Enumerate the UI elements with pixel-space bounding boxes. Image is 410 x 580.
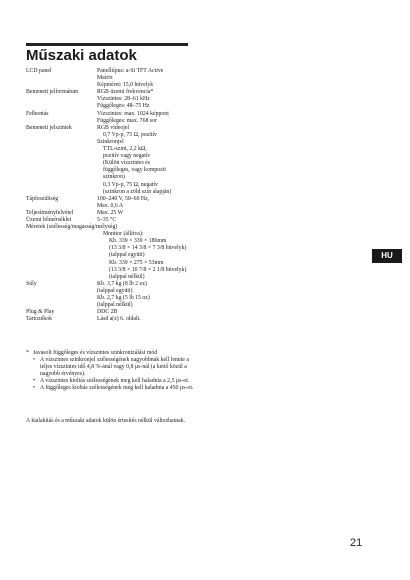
spec-value-line: Vízszintes: max. 1024 képpont xyxy=(97,110,169,117)
spec-label: Teljesítményfelvétel xyxy=(26,209,74,216)
spec-row xyxy=(26,316,201,323)
spec-value-line: TTL-szint, 2,2 kΩ, xyxy=(103,146,147,153)
spec-label: Bemeneti jelszintek xyxy=(26,124,72,131)
spec-label: Méretek (szélesség/magasság/mélység) xyxy=(26,224,118,231)
spec-value-line: RGB üzemi frekvencia* xyxy=(97,89,154,96)
page-title: Műszaki adatok xyxy=(26,47,137,64)
spec-value-line: függőleges, vagy kompozit xyxy=(103,167,166,174)
spec-value-line: Max. 25 W xyxy=(97,209,124,216)
spec-value-line: pozitív vagy negatív xyxy=(103,153,151,160)
spec-value-line: 0,7 Vp-p, 75 Ω, pozitív xyxy=(103,131,157,138)
footnote-marker: * xyxy=(26,350,29,356)
spec-value xyxy=(97,196,201,210)
spec-value-line: Képméret: 15,0 hüvelyk xyxy=(97,82,154,89)
title-rule xyxy=(26,43,188,46)
spec-value-line: Függőleges: 48–75 Hz xyxy=(97,103,150,110)
spec-value xyxy=(97,217,201,224)
spec-label: Tápfeszültség xyxy=(26,195,59,202)
spec-label: Súly xyxy=(26,280,37,287)
spec-value-line: DDC 2B xyxy=(97,309,118,316)
spec-value-line: (talppal együtt) xyxy=(109,252,145,259)
bullet-icon: • xyxy=(33,385,36,392)
spec-row xyxy=(26,89,201,110)
footnote-bullet xyxy=(26,385,201,392)
spec-value-line: Kb. 339 × 275 × 53mm xyxy=(109,259,164,266)
disclaimer: A kialakítás és a műszaki adatok külön értesítés nélkül változhatnak. xyxy=(26,418,186,424)
spec-table xyxy=(26,68,201,323)
spec-row xyxy=(26,68,201,89)
spec-value-line: Panelltípus: a-Si TFT Active xyxy=(97,68,164,74)
spec-value xyxy=(97,210,201,217)
spec-label: Tartozékok xyxy=(26,316,52,323)
footnote-bullet-text: A vízszintes kioltás szélességének meg kell haladnia a 2,5 µs-ot. xyxy=(40,378,190,385)
spec-value-line: Szinkronjel xyxy=(97,138,124,145)
footnote xyxy=(26,350,201,393)
spec-value-line: Matrix xyxy=(97,75,113,82)
spec-label: LCD panel xyxy=(26,68,52,74)
spec-row xyxy=(26,281,201,309)
spec-row xyxy=(26,111,201,125)
spec-label: Üzemi hőmérséklet xyxy=(26,216,72,223)
spec-value xyxy=(97,316,201,323)
spec-value xyxy=(97,89,201,110)
footnote-text: Javasolt függőleges és vízszintes szinkronizálási mód xyxy=(33,350,158,356)
spec-value xyxy=(97,281,201,309)
spec-value xyxy=(97,125,201,196)
spec-row xyxy=(26,125,201,196)
spec-label: Plug & Play xyxy=(26,309,55,316)
spec-value-line: Kb. 339 × 339 × 186mm xyxy=(109,238,167,245)
spec-value-line: (talppal együtt) xyxy=(97,287,133,294)
bullet-icon: • xyxy=(33,378,36,385)
spec-row xyxy=(26,196,201,210)
spec-value-line: 5–35 °C xyxy=(97,216,117,223)
spec-value-line: (13 3/8 × 14 3/8 × 7 3/8 hüvelyk) xyxy=(109,245,187,252)
spec-value-line: Monitor (állítva): xyxy=(103,231,144,238)
spec-value-line: (Külön vízszintes és xyxy=(103,160,151,167)
spec-value-line: Kb. 2,7 kg (5 lb 15 oz) xyxy=(97,295,150,301)
spec-value-line: Max. 0,6 A xyxy=(97,202,124,209)
spec-value-line: Függőleges: max. 768 sor xyxy=(97,117,157,124)
spec-value-line: (talppal nélkül) xyxy=(97,302,133,309)
page-number: 21 xyxy=(350,537,363,549)
spec-value-line: RGB videojel xyxy=(97,124,130,131)
spec-row xyxy=(26,210,201,217)
language-tab: HU xyxy=(372,249,402,263)
spec-value-line: Vízszintes: 28–61 kHz xyxy=(97,96,150,103)
bullet-icon: • xyxy=(33,357,36,364)
spec-row xyxy=(26,217,201,224)
spec-label: Felbontás xyxy=(26,110,49,117)
spec-value-line: 0,3 Vp-p, 75 Ω, negatív xyxy=(103,181,158,188)
spec-value-line: (szinkron a zöld szín alapján) xyxy=(103,188,172,195)
spec-value xyxy=(97,231,201,281)
spec-value-line: Lásd a(z) 6. oldalt. xyxy=(97,316,141,323)
spec-value-line: szinkron) xyxy=(103,174,125,181)
spec-value-line: (13 3/8 × 10 7/8 × 2 1/8 hüvelyk) xyxy=(109,266,187,273)
spec-value-line: 100–240 V, 50–60 Hz, xyxy=(97,195,150,202)
footnote-bullet-text: A függőleges kioltás szélességének meg kell haladnia a 450 µs-ot. xyxy=(40,385,194,392)
footnote-bullet-text: A vízszintes szinkronjel szélességének nagyobbnak kell lennie a teljes vízszintes idő 4,8 %-ánál vagy 0,8 µs-nál (a kettő közül a nagyobb érvényes). xyxy=(40,357,189,378)
footnote-bullet xyxy=(26,357,201,378)
spec-value-line: Kb. 3,7 kg (8 lb 2 oz) xyxy=(97,280,147,287)
spec-value-line: (talppal nélkül) xyxy=(109,273,145,280)
spec-label: Bemeneti jelformátum xyxy=(26,89,79,96)
spec-row xyxy=(26,231,201,281)
spec-value xyxy=(97,68,201,89)
spec-value xyxy=(97,111,201,125)
